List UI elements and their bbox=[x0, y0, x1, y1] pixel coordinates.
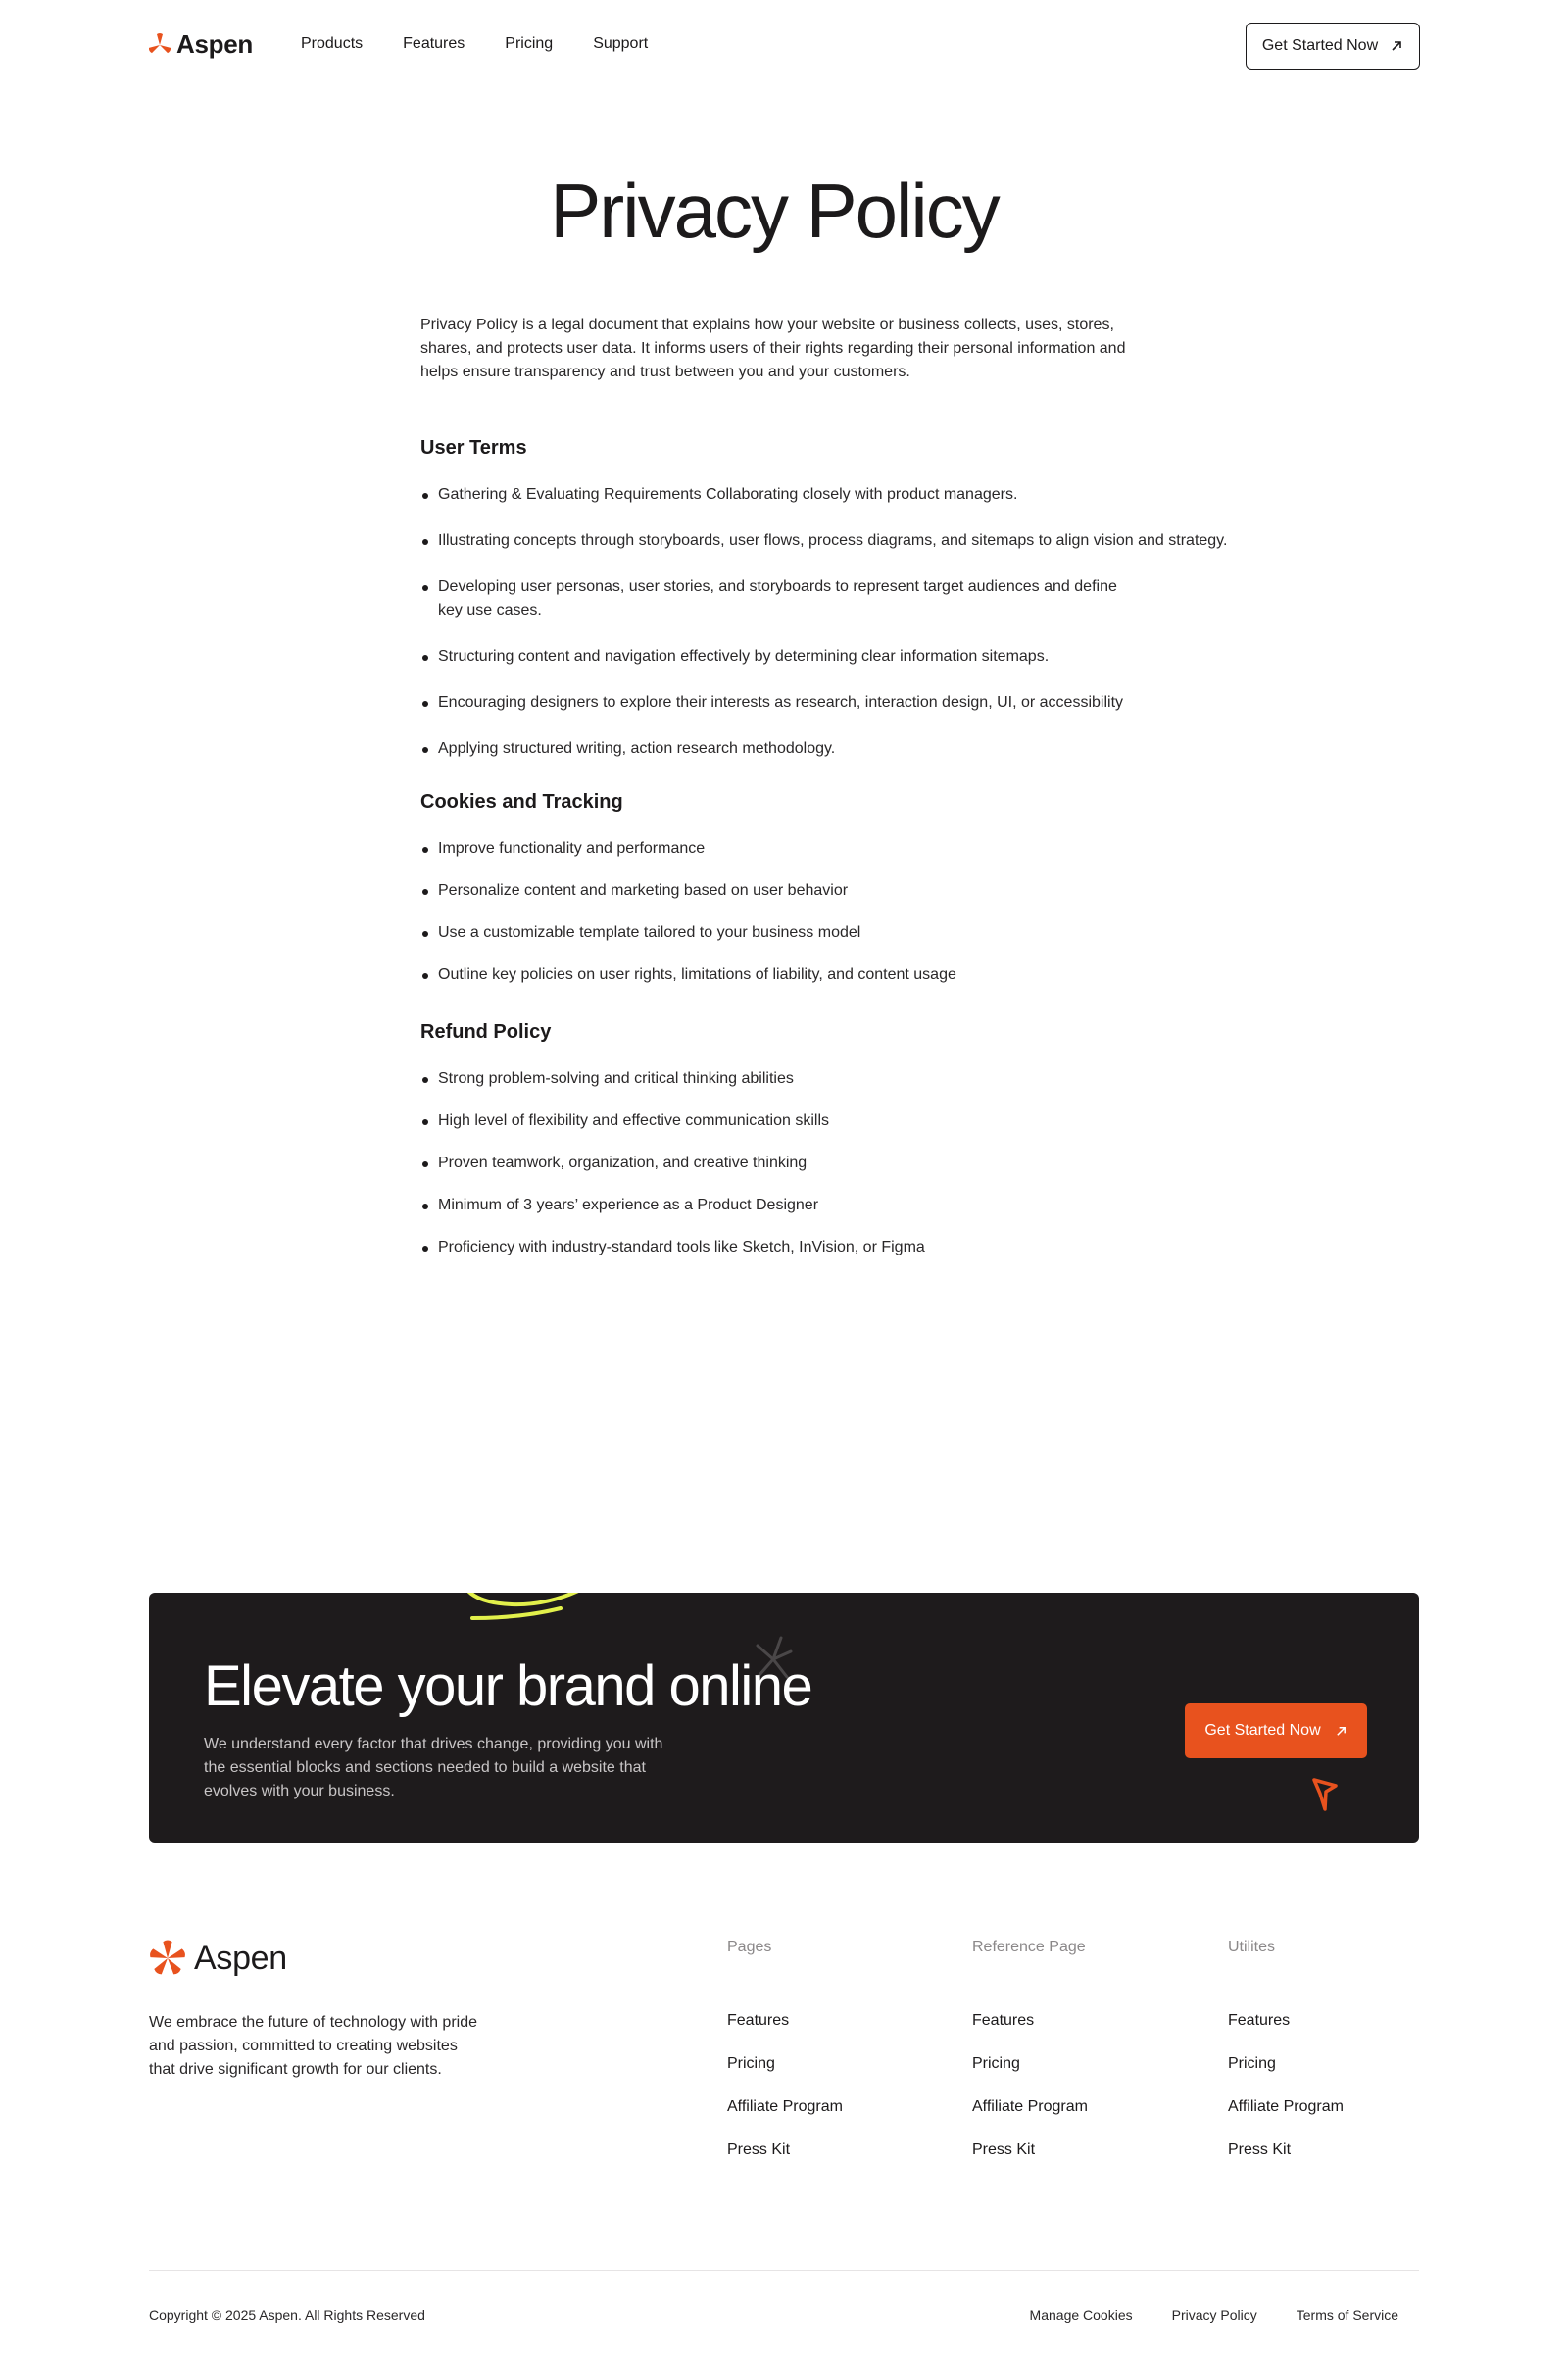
terms-of-service-link[interactable]: Terms of Service bbox=[1296, 2307, 1398, 2323]
list-item: Minimum of 3 years’ experience as a Product Designer bbox=[420, 1194, 1263, 1217]
intro-paragraph: Privacy Policy is a legal document that explains how your website or business collects, uses, stores, shares, and protects user data. It informs users of their rights regarding their personal information and helps ensure transparency and trust between you and your customers. bbox=[420, 317, 1126, 380]
footer-column-pages bbox=[727, 1939, 843, 2182]
footer-link-affiliate[interactable]: Affiliate Program bbox=[1228, 2098, 1344, 2115]
footer-description: We embrace the future of technology with pride and passion, committed to creating websites that drive significant growth for our clients. bbox=[149, 2014, 477, 2078]
refund-list bbox=[420, 1067, 1263, 1259]
footer-link-affiliate[interactable]: Affiliate Program bbox=[972, 2098, 1088, 2115]
footer-link-press-kit[interactable]: Press Kit bbox=[727, 2141, 791, 2158]
footer-brand-name: Aspen bbox=[194, 1939, 287, 1977]
footer-link-pricing[interactable]: Pricing bbox=[1228, 2055, 1276, 2072]
footer-logo[interactable] bbox=[149, 1939, 287, 1978]
footer-link-features[interactable]: Features bbox=[727, 2012, 790, 2029]
page-title: Privacy Policy bbox=[550, 168, 999, 254]
footer-link-features[interactable]: Features bbox=[1228, 2012, 1291, 2029]
nav-link-products[interactable]: Products bbox=[301, 35, 364, 52]
arrow-up-right-icon bbox=[1335, 1725, 1348, 1738]
section-title-cookies: Cookies and Tracking bbox=[420, 791, 623, 812]
footer-divider bbox=[149, 2270, 1419, 2271]
list-item: Use a customizable template tailored to your business model bbox=[420, 921, 1263, 945]
list-item: Outline key policies on user rights, limitations of liability, and content usage bbox=[420, 963, 1263, 987]
brand-name: Aspen bbox=[176, 29, 253, 59]
user-terms-list bbox=[420, 483, 1263, 761]
top-navbar bbox=[0, 0, 1568, 92]
list-item: Encouraging designers to explore their interests as research, interaction design, UI, or accessibility bbox=[420, 691, 1126, 714]
banner-text: We understand every factor that drives change, providing you with the essential blocks and sections needed to build a website that evolves with your business. bbox=[204, 1736, 663, 1799]
footer-link-features[interactable]: Features bbox=[972, 2012, 1035, 2029]
banner-cta-label: Get Started Now bbox=[1204, 1722, 1321, 1739]
banner-title: Elevate your brand online bbox=[204, 1654, 812, 1718]
nav-link-pricing[interactable]: Pricing bbox=[505, 35, 554, 52]
footer-column-heading: Utilites bbox=[1228, 1939, 1276, 1955]
swirl-decoration-icon bbox=[453, 1593, 619, 1632]
copyright-text: Copyright © 2025 Aspen. All Rights Reserved bbox=[149, 2307, 425, 2323]
footer-column-reference bbox=[972, 1939, 1088, 2182]
list-item: Structuring content and navigation effectively by determining clear information sitemaps. bbox=[420, 645, 1126, 668]
list-item: Personalize content and marketing based on user behavior bbox=[420, 879, 1263, 903]
list-item: Strong problem-solving and critical thinking abilities bbox=[420, 1067, 1263, 1091]
aspen-logo-icon bbox=[149, 1939, 186, 1978]
policy-content bbox=[420, 314, 1263, 1278]
nav-link-support[interactable]: Support bbox=[593, 35, 649, 52]
get-started-label: Get Started Now bbox=[1261, 37, 1379, 54]
manage-cookies-link[interactable]: Manage Cookies bbox=[1029, 2307, 1133, 2323]
list-item: Applying structured writing, action research methodology. bbox=[420, 737, 1126, 761]
footer-column-utilities bbox=[1228, 1939, 1344, 2182]
list-item: Proven teamwork, organization, and creative thinking bbox=[420, 1152, 1263, 1175]
arrow-up-right-icon bbox=[1390, 39, 1403, 53]
list-item: Gathering & Evaluating Requirements Collaborating closely with product managers. bbox=[420, 483, 1126, 507]
list-item: High level of flexibility and effective communication skills bbox=[420, 1109, 1263, 1133]
cta-banner bbox=[149, 1593, 1419, 1843]
aspen-logo-icon bbox=[149, 32, 171, 58]
list-item: Proficiency with industry-standard tools like Sketch, InVision, or Figma bbox=[420, 1236, 1263, 1259]
legal-links bbox=[1030, 2307, 1398, 2323]
sparkle-orange-icon bbox=[1308, 1774, 1342, 1813]
section-title-user-terms: User Terms bbox=[420, 437, 527, 459]
cookies-list bbox=[420, 837, 1263, 987]
list-item: Developing user personas, user stories, and storyboards to represent target audiences and define key use cases. bbox=[420, 575, 1126, 622]
footer-link-press-kit[interactable]: Press Kit bbox=[972, 2141, 1036, 2158]
get-started-button[interactable] bbox=[1246, 23, 1420, 70]
banner-get-started-button[interactable] bbox=[1185, 1703, 1367, 1758]
list-item: Illustrating concepts through storyboards, user flows, process diagrams, and sitemaps to align vision and strategy. bbox=[420, 529, 1263, 553]
list-item: Improve functionality and performance bbox=[420, 837, 1263, 861]
footer-link-press-kit[interactable]: Press Kit bbox=[1228, 2141, 1292, 2158]
footer-link-pricing[interactable]: Pricing bbox=[972, 2055, 1020, 2072]
section-title-refund: Refund Policy bbox=[420, 1021, 552, 1043]
footer-column-heading: Pages bbox=[727, 1939, 772, 1955]
nav-links bbox=[301, 35, 688, 53]
footer-link-affiliate[interactable]: Affiliate Program bbox=[727, 2098, 843, 2115]
brand-logo[interactable] bbox=[149, 29, 253, 60]
privacy-policy-link[interactable]: Privacy Policy bbox=[1171, 2307, 1257, 2323]
footer-link-pricing[interactable]: Pricing bbox=[727, 2055, 775, 2072]
footer-column-heading: Reference Page bbox=[972, 1939, 1086, 1955]
nav-link-features[interactable]: Features bbox=[403, 35, 466, 52]
